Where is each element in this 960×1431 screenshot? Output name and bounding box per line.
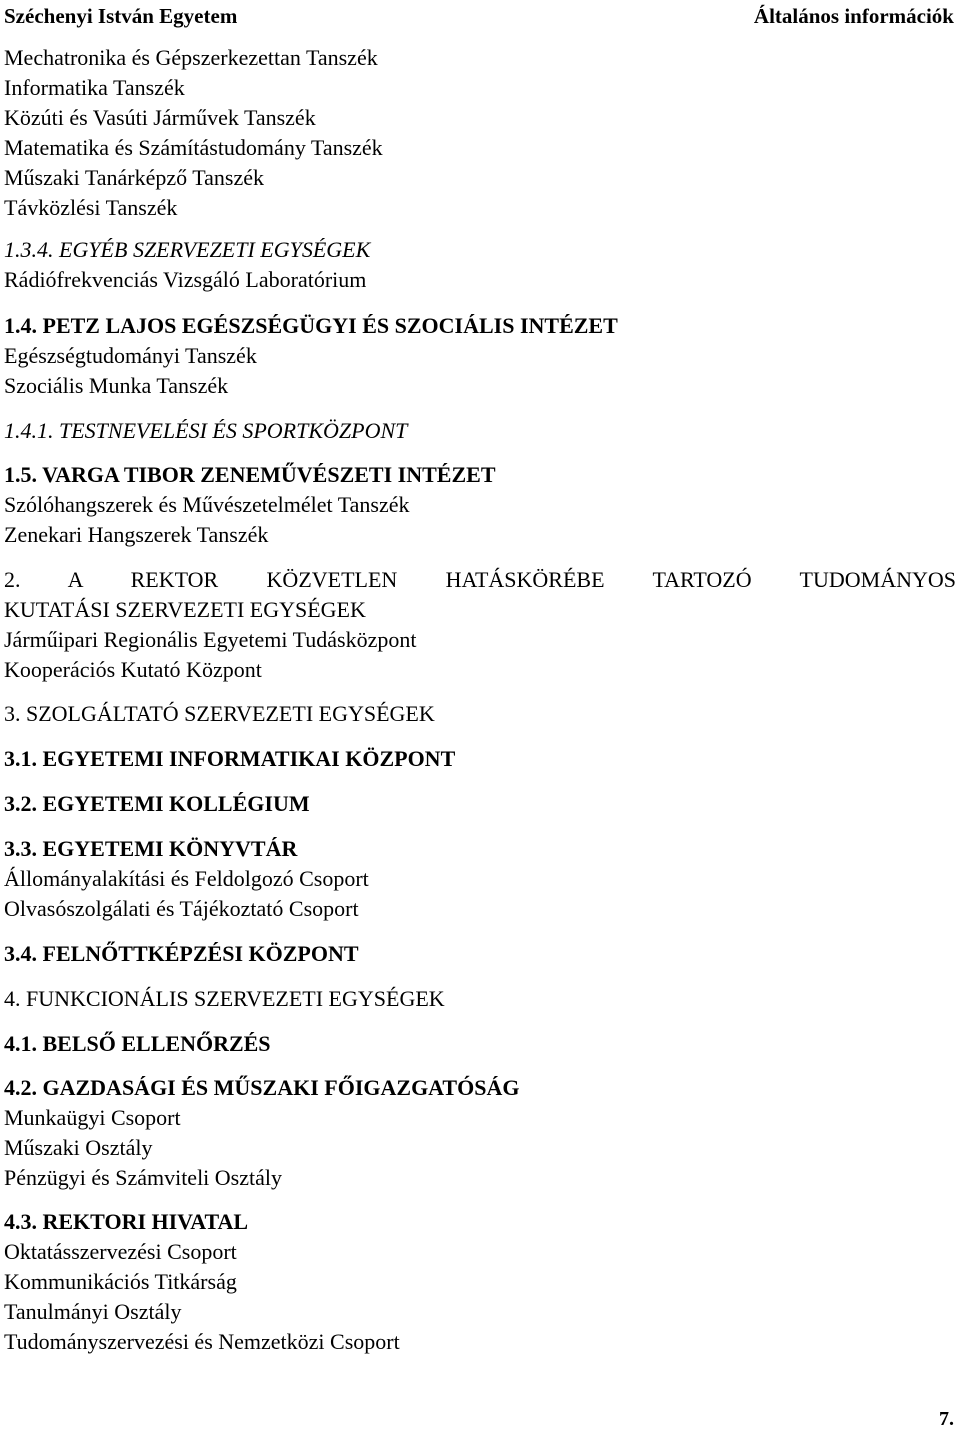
section-heading: 1.4. PETZ LAJOS EGÉSZSÉGÜGYI ÉS SZOCIÁLIS INTÉZET [4, 313, 618, 338]
list-item: Olvasószolgálati és Tájékoztató Csoport [4, 896, 359, 921]
section-heading: 4.3. REKTORI HIVATAL [4, 1209, 249, 1234]
list-item: Pénzügyi és Számviteli Osztály [4, 1165, 282, 1190]
section-4-2 [4, 1073, 956, 1193]
section-1-4-1 [4, 416, 956, 446]
section-heading: 4.1. BELSŐ ELLENŐRZÉS [4, 1031, 271, 1056]
list-item: Műszaki Tanárképző Tanszék [4, 165, 265, 190]
list-item: Távközlési Tanszék [4, 195, 178, 220]
section-departments-continued [4, 43, 956, 223]
section-heading: 3.2. EGYETEMI KOLLÉGIUM [4, 791, 310, 816]
section-1-4 [4, 311, 956, 401]
section-heading: 4.2. GAZDASÁGI ÉS MŰSZAKI FŐIGAZGATÓSÁG [4, 1075, 520, 1100]
list-item: Járműipari Regionális Egyetemi Tudásközpont [4, 627, 417, 652]
list-item: Rádiófrekvenciás Vizsgáló Laboratórium [4, 267, 367, 292]
section-3-4 [4, 939, 956, 969]
list-item: Műszaki Osztály [4, 1135, 153, 1160]
section-heading: 1.4.1. TESTNEVELÉSI ÉS SPORTKÖZPONT [4, 418, 408, 443]
section-heading: 3. SZOLGÁLTATÓ SZERVEZETI EGYSÉGEK [4, 701, 435, 726]
section-heading: 3.4. FELNŐTTKÉPZÉSI KÖZPONT [4, 941, 359, 966]
section-2 [4, 565, 956, 685]
list-item: Oktatásszervezési Csoport [4, 1239, 237, 1264]
section-3-1 [4, 744, 956, 774]
list-item: Szociális Munka Tanszék [4, 373, 229, 398]
header-university-name: Széchenyi István Egyetem [4, 4, 238, 28]
page-number: 7. [939, 1408, 954, 1430]
section-4 [4, 984, 956, 1014]
list-item: Kooperációs Kutató Központ [4, 657, 262, 682]
list-item: Szólóhangszerek és Művészetelmélet Tanszék [4, 492, 410, 517]
section-heading: 2. A REKTOR KÖZVETLEN HATÁSKÖRÉBE TARTOZÓ TUDOMÁNYOS [4, 567, 956, 592]
list-item: Közúti és Vasúti Járművek Tanszék [4, 105, 316, 130]
section-3 [4, 699, 956, 729]
section-4-3 [4, 1207, 956, 1357]
section-3-3 [4, 834, 956, 924]
list-item: Munkaügyi Csoport [4, 1105, 181, 1130]
list-item: Egészségtudományi Tanszék [4, 343, 257, 368]
list-item: Tanulmányi Osztály [4, 1299, 182, 1324]
section-1-3-4 [4, 235, 956, 295]
list-item: Zenekari Hangszerek Tanszék [4, 522, 269, 547]
header-section-title: Általános információk [753, 4, 954, 28]
list-item: Informatika Tanszék [4, 75, 185, 100]
section-3-2 [4, 789, 956, 819]
list-item: Kommunikációs Titkárság [4, 1269, 237, 1294]
section-4-1 [4, 1029, 956, 1059]
list-item: Állományalakítási és Feldolgozó Csoport [4, 866, 369, 891]
list-item: Matematika és Számítástudomány Tanszék [4, 135, 383, 160]
section-heading: 4. FUNKCIONÁLIS SZERVEZETI EGYSÉGEK [4, 986, 445, 1011]
section-heading: 1.5. VARGA TIBOR ZENEMŰVÉSZETI INTÉZET [4, 462, 496, 487]
list-item: Tudományszervezési és Nemzetközi Csoport [4, 1329, 400, 1354]
section-1-5 [4, 460, 956, 550]
section-heading: 3.1. EGYETEMI INFORMATIKAI KÖZPONT [4, 746, 456, 771]
section-heading: 1.3.4. EGYÉB SZERVEZETI EGYSÉGEK [4, 237, 371, 262]
list-item: Mechatronika és Gépszerkezettan Tanszék [4, 45, 378, 70]
list-item: KUTATÁSI SZERVEZETI EGYSÉGEK [4, 597, 366, 622]
section-heading: 3.3. EGYETEMI KÖNYVTÁR [4, 836, 298, 861]
